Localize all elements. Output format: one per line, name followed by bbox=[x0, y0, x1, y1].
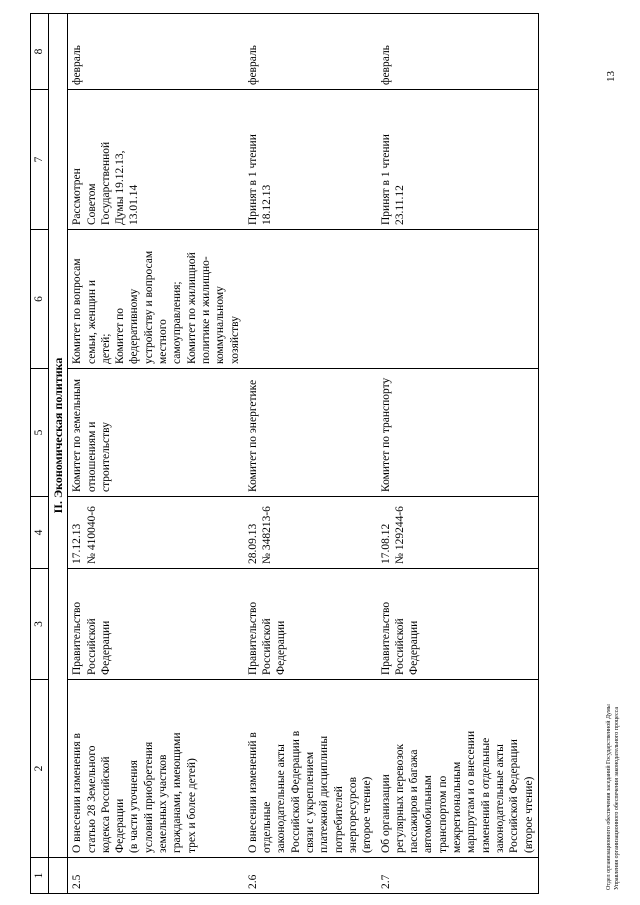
section-title: II. Экономическая политика bbox=[49, 14, 68, 858]
col-header-5: 5 bbox=[31, 369, 49, 497]
footer-line-1: Отдел организационного обеспечения заседаний Государственной Думы bbox=[606, 704, 612, 890]
bill-title: Об организации регулярных перевозок пассажиров и багажа автомобильным транспортом по межрегиональным маршрутам и о внесении изменений в отдельные законодательные акты Российской Федерации (второе чтение) bbox=[377, 680, 539, 858]
status: Принят в 1 чтении 18.12.13 bbox=[244, 90, 377, 230]
lead-committee: Комитет по земельным отношениям и строительству bbox=[68, 369, 244, 497]
col-header-3: 3 bbox=[31, 569, 49, 680]
co-committees: Комитет по вопросам семьи, женщин и детей; Комитет по федеративному устройству и вопросам местного самоуправления; Комитет по жилищной политике и жилищно- коммунальному хозяйству bbox=[68, 230, 244, 369]
co-committees bbox=[377, 230, 539, 369]
bills-table bbox=[30, 13, 539, 894]
co-committees bbox=[244, 230, 377, 369]
col-header-2: 2 bbox=[31, 680, 49, 858]
month: февраль bbox=[244, 14, 377, 90]
header-row bbox=[31, 14, 49, 894]
col-header-7: 7 bbox=[31, 90, 49, 230]
footer-note bbox=[605, 590, 621, 890]
row-number: 2.7 bbox=[377, 858, 539, 894]
initiator: Правительство Российской Федерации bbox=[377, 569, 539, 680]
table-row bbox=[68, 14, 244, 894]
page-number: 13 bbox=[605, 71, 617, 82]
row-number: 2.6 bbox=[244, 858, 377, 894]
status: Принят в 1 чтении 23.11.12 bbox=[377, 90, 539, 230]
initiator: Правительство Российской Федерации bbox=[68, 569, 244, 680]
section-row bbox=[49, 14, 68, 894]
footer-line-2: Управления организационного обеспечения законодательного процесса bbox=[614, 706, 620, 890]
registration: 17.08.12 № 129244-6 bbox=[377, 497, 539, 569]
bill-title: О внесении изменений в отдельные законодательные акты Российской Федерации в связи с укреплением платежной дисциплины потребителей энергоресурсов (второе чтение) bbox=[244, 680, 377, 858]
table-row bbox=[377, 14, 539, 894]
bill-title: О внесении изменения в статью 28 Земельного кодекса Российской Федерации (в части уточнения условий приобретения земельных участков гражданами, имеющими трех и более детей) bbox=[68, 680, 244, 858]
registration: 17.12.13 № 410040-6 bbox=[68, 497, 244, 569]
initiator: Правительство Российской Федерации bbox=[244, 569, 377, 680]
registration: 28.09.13 № 348213-6 bbox=[244, 497, 377, 569]
table-row bbox=[244, 14, 377, 894]
month: февраль bbox=[377, 14, 539, 90]
month: февраль bbox=[68, 14, 244, 90]
col-header-4: 4 bbox=[31, 497, 49, 569]
lead-committee: Комитет по энергетике bbox=[244, 369, 377, 497]
lead-committee: Комитет по транспорту bbox=[377, 369, 539, 497]
col-header-6: 6 bbox=[31, 230, 49, 369]
col-header-1: 1 bbox=[31, 858, 49, 894]
col-header-8: 8 bbox=[31, 14, 49, 90]
rotated-table-area bbox=[30, 14, 610, 894]
status: Рассмотрен Советом Государственной Думы 19.12.13, 13.01.14 bbox=[68, 90, 244, 230]
row-number: 2.5 bbox=[68, 858, 244, 894]
